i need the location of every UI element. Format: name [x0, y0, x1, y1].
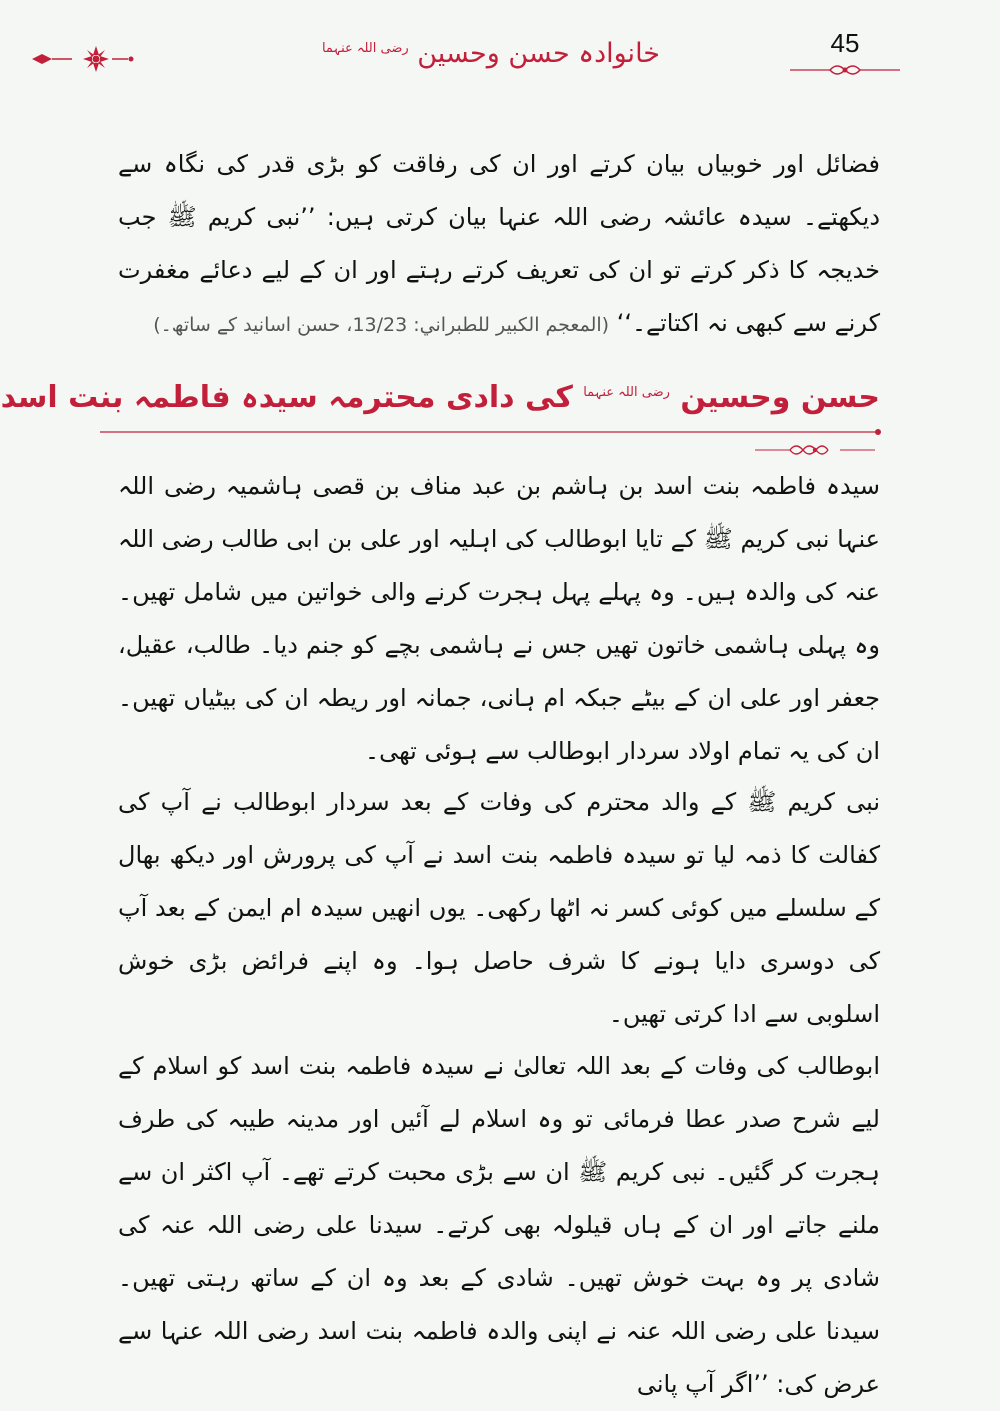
section-heading-honorific1: رضی اللہ عنہما — [583, 385, 670, 400]
page-number-ornament-icon — [790, 62, 900, 78]
paragraph-3: ابوطالب کی وفات کے بعد اللہ تعالیٰ نے سیدہ فاطمہ بنت اسد کو اسلام کے لیے شرح صدر عطا فرمائی تو وہ اسلام لے آئیں اور مدینہ طیبہ کی طرف ہجرت کر گئیں۔ نبی کریم ﷺ ان سے بڑی محبت کرتے تھے۔ آپ اکثر ان سے ملنے جاتے اور ان کے ہاں قیلولہ بھی کرتے۔ سیدنا علی رضی اللہ عنہ کی شادی پر وہ بہت خوش تھیں۔ شادی کے بعد وہ ان کے ساتھ رہتی تھیں۔ سیدنا علی رضی اللہ عنہ نے اپنی والدہ فاطمہ بنت اسد رضی اللہ عنہا سے عرض کی: ’’اگر آپ پانی — [118, 1052, 880, 1398]
flourish-ornament-icon — [28, 44, 138, 74]
paragraph-1: سیدہ فاطمہ بنت اسد بن ہاشم بن عبد مناف بن قصی ہاشمیہ رضی اللہ عنہا نبی کریم ﷺ کے تایا ابوطالب کی اہلیہ اور علی بن ابی طالب رضی اللہ عنہ کی والدہ ہیں۔ وہ پہلے پہل ہجرت کرنے والی خواتین میں شامل تھیں۔ وہ پہلی ہاشمی خاتون تھیں جس نے ہاشمی بچے کو جنم دیا۔ طالب، عقیل، جعفر اور علی ان کے بیٹے جبکہ ام ہانی، جمانہ اور ریطہ ان کی بیٹیاں تھیں۔ ان کی یہ تمام اولاد سردار ابوطالب سے ہوئی تھی۔ — [118, 472, 880, 765]
intro-text: فضائل اور خوبیاں بیان کرتے اور ان کی رفاقت کو بڑی قدر کی نگاہ سے دیکھتے۔ سیدہ عائشہ رضی اللہ عنہا بیان کرتی ہیں: ’’نبی کریم ﷺ جب خدیجہ کا ذکر کرتے تو ان کی تعریف کرتے رہتے اور ان کے لیے دعائے مغفرت کرنے سے کبھی نہ اکتاتے۔‘‘ — [118, 150, 880, 337]
section-heading-part2: کی دادی محترمہ سیدہ فاطمہ بنت اسد — [0, 380, 573, 415]
intro-paragraph — [118, 138, 880, 352]
paragraph-2: نبی کریم ﷺ کے والد محترم کی وفات کے بعد سردار ابوطالب نے آپ کی کفالت کا ذمہ لیا تو سیدہ فاطمہ بنت اسد نے آپ کی پرورش اور دیکھ بھال کے سلسلے میں کوئی کسر نہ اٹھا رکھی۔ یوں انھیں سیدہ ام ایمن کے بعد آپ کی دوسری دایا ہونے کا شرف حاصل ہوا۔ وہ اپنے فرائض بڑی خوش اسلوبی سے ادا کرتی تھیں۔ — [118, 788, 880, 1028]
running-head-honorific: رضی اللہ عنہما — [321, 41, 409, 56]
section-divider-icon — [100, 428, 880, 458]
citation: (المعجم الكبير للطبراني: 13/23، حسن اسانید کے ساتھ۔) — [153, 314, 610, 336]
running-head-title: خانوادہ حسن وحسین — [417, 38, 660, 69]
page-number: 45 — [830, 28, 860, 58]
section-heading-part1: حسن وحسین — [680, 380, 880, 415]
running-head — [140, 38, 660, 69]
section-heading — [0, 380, 880, 415]
